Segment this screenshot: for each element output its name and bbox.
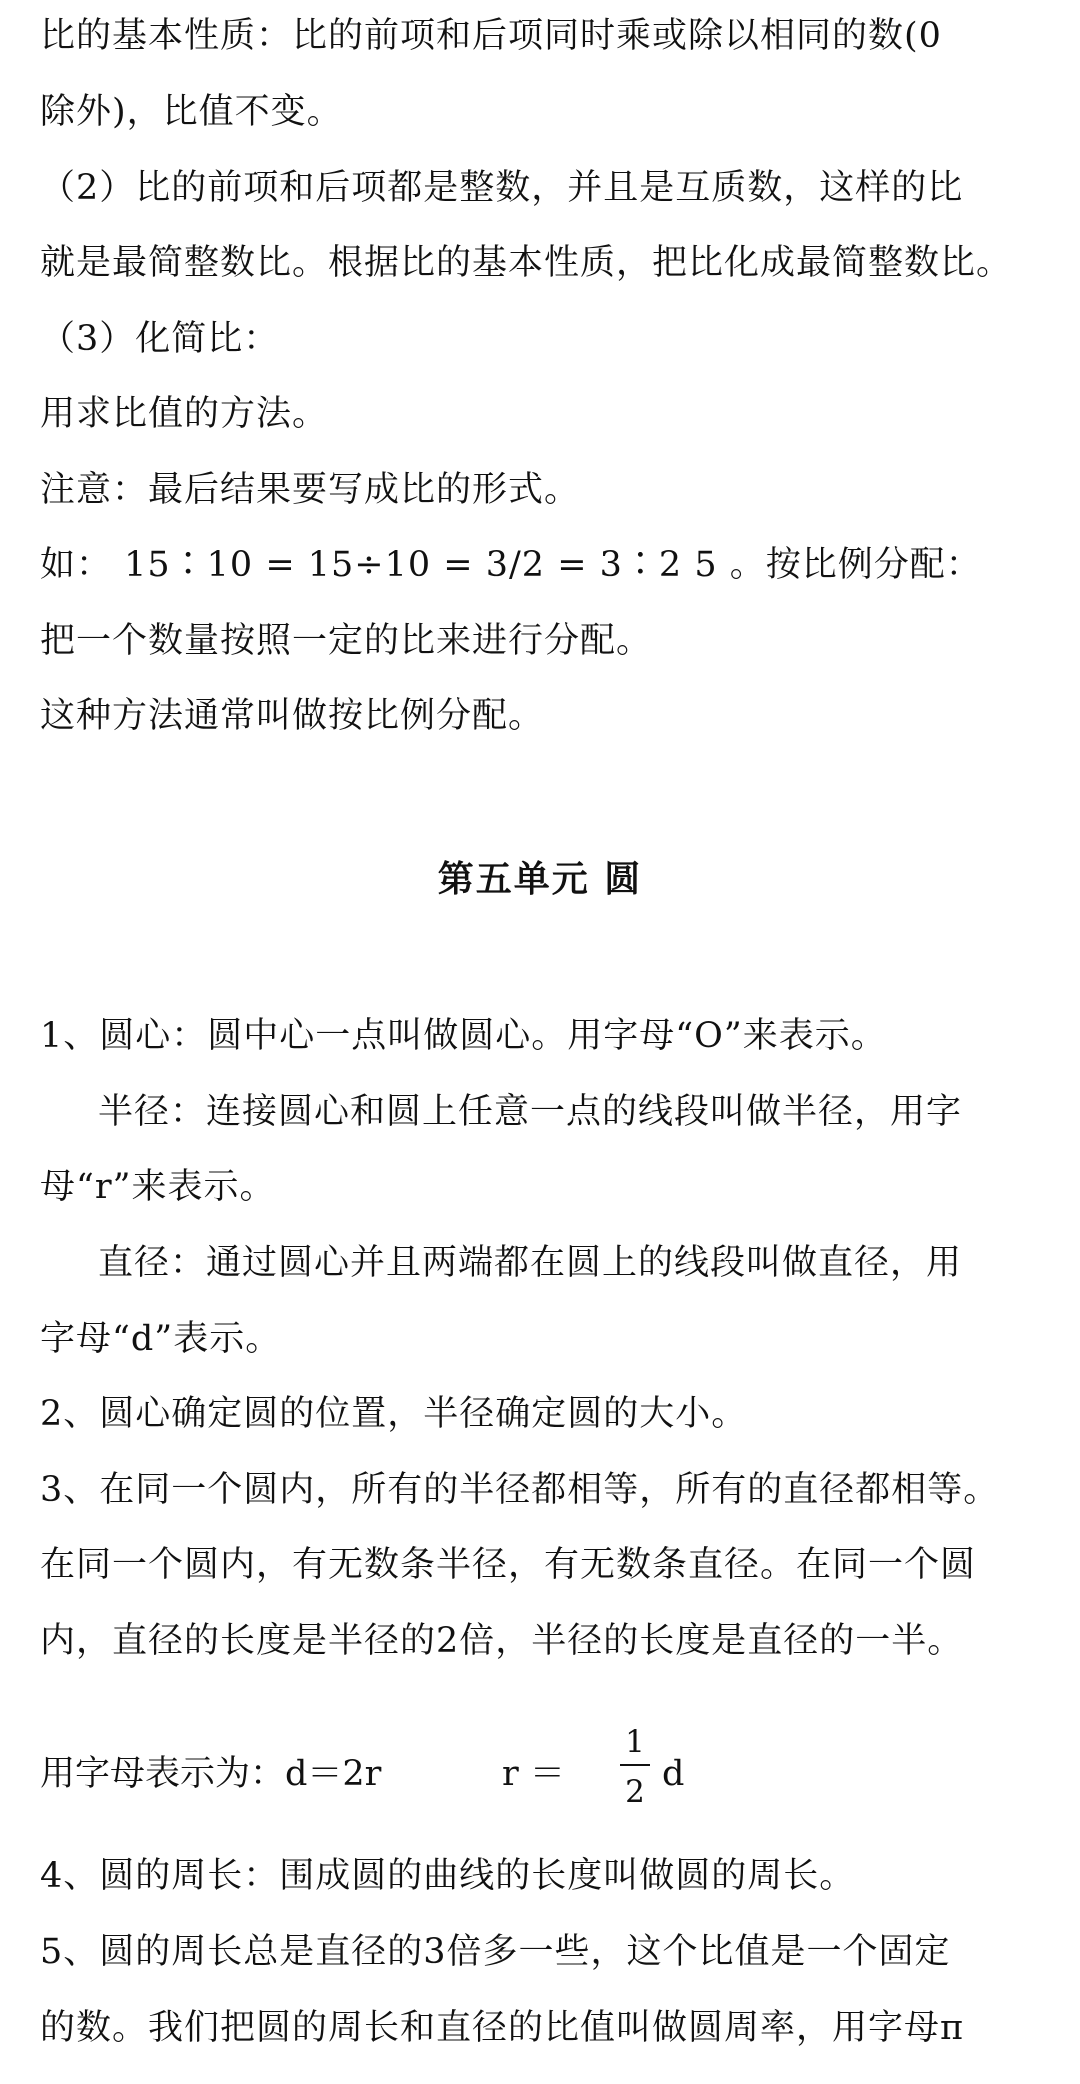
text-line: 用求比值的方法。 bbox=[40, 394, 329, 434]
formula-prefix: 用字母表示为：d＝2r bbox=[40, 1754, 382, 1794]
text-line: 把一个数量按照一定的比来进行分配。 bbox=[40, 621, 653, 661]
text-line: 2、圆心确定圆的位置，半径确定圆的大小。 bbox=[40, 1394, 748, 1434]
formula-suffix: d bbox=[662, 1754, 685, 1794]
text-line: 半径：连接圆心和圆上任意一点的线段叫做半径，用字 bbox=[98, 1092, 963, 1132]
fraction-numerator: 1 bbox=[625, 1724, 645, 1760]
text-line: 内，直径的长度是半径的2倍，半径的长度是直径的一半。 bbox=[40, 1621, 964, 1661]
text-line: （3）化简比： bbox=[40, 319, 280, 359]
section-heading: 第五单元 圆 bbox=[437, 858, 643, 900]
text-line: 这种方法通常叫做按比例分配。 bbox=[40, 696, 545, 736]
text-line: 比的基本性质：比的前项和后项同时乘或除以相同的数(0 bbox=[40, 16, 942, 56]
formula-line bbox=[40, 1722, 1040, 1832]
fraction-one-half bbox=[620, 1722, 650, 1816]
text-line: 注意：最后结果要写成比的形式。 bbox=[40, 470, 581, 510]
text-line: 直径：通过圆心并且两端都在圆上的线段叫做直径，用 bbox=[98, 1243, 963, 1283]
text-line: 除外)，比值不变。 bbox=[40, 92, 343, 132]
text-line: 3、在同一个圆内，所有的半径都相等，所有的直径都相等。 bbox=[40, 1470, 1000, 1510]
text-line: 就是最简整数比。根据比的基本性质，把比化成最简整数比。 bbox=[40, 243, 1013, 283]
text-line: 1、圆心：圆中心一点叫做圆心。用字母“O”来表示。 bbox=[40, 1016, 887, 1056]
text-line: 的数。我们把圆的周长和直径的比值叫做圆周率，用字母π bbox=[40, 2008, 965, 2048]
fraction-bar bbox=[620, 1764, 650, 1766]
text-line: 5、圆的周长总是直径的3倍多一些，这个比值是一个固定 bbox=[40, 1932, 951, 1972]
formula-r: r ＝ bbox=[502, 1754, 565, 1794]
text-line: 如： 15∶10 = 15÷10 = 3/2 = 3∶2 5 。按比例分配： bbox=[40, 545, 982, 585]
text-line: 母“r”来表示。 bbox=[40, 1167, 276, 1207]
text-line: 字母“d”表示。 bbox=[40, 1319, 282, 1359]
text-line: （2）比的前项和后项都是整数，并且是互质数，这样的比 bbox=[40, 168, 964, 208]
fraction-denominator: 2 bbox=[625, 1774, 645, 1810]
text-line: 在同一个圆内，有无数条半径，有无数条直径。在同一个圆 bbox=[40, 1545, 977, 1585]
text-line: 4、圆的周长：围成圆的曲线的长度叫做圆的周长。 bbox=[40, 1856, 856, 1896]
